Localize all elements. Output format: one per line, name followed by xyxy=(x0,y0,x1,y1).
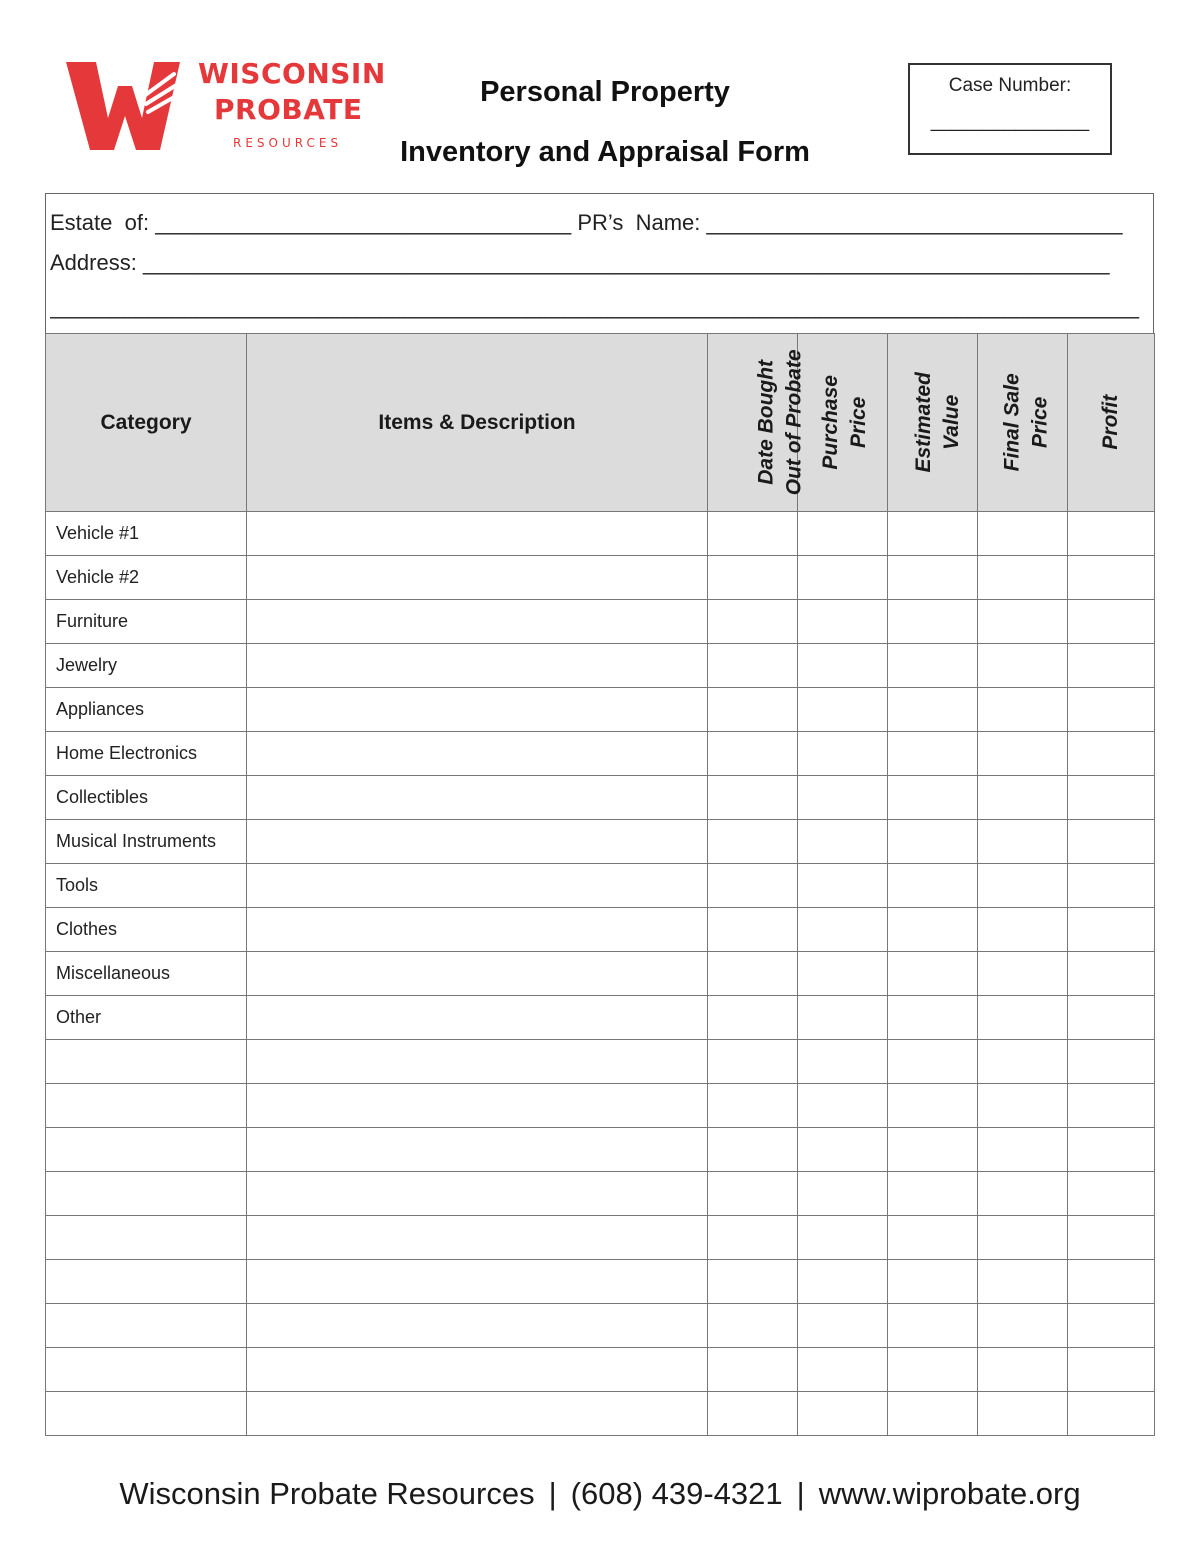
date-cell[interactable] xyxy=(708,512,798,556)
final-cell[interactable] xyxy=(978,820,1068,864)
estimated-cell[interactable] xyxy=(888,864,978,908)
table-row xyxy=(46,688,1155,732)
header-date-line2: Out of Probate xyxy=(782,349,806,496)
date-cell[interactable] xyxy=(708,1304,798,1348)
final-cell[interactable] xyxy=(978,1304,1068,1348)
company-logo xyxy=(62,56,392,156)
final-cell[interactable] xyxy=(978,732,1068,776)
date-cell[interactable] xyxy=(708,820,798,864)
items-cell[interactable] xyxy=(247,1392,708,1436)
date-cell[interactable] xyxy=(708,776,798,820)
footer-contact xyxy=(0,1476,1200,1512)
final-cell[interactable] xyxy=(978,556,1068,600)
profit-cell[interactable] xyxy=(1068,952,1155,996)
logo-text-wisconsin: WISCONSIN xyxy=(198,57,386,90)
final-cell[interactable] xyxy=(978,1260,1068,1304)
estimated-cell[interactable] xyxy=(888,1128,978,1172)
final-cell[interactable] xyxy=(978,864,1068,908)
date-cell[interactable] xyxy=(708,1348,798,1392)
profit-cell[interactable] xyxy=(1068,1128,1155,1172)
purchase-cell[interactable] xyxy=(798,1348,888,1392)
category-cell: Vehicle #2 xyxy=(46,556,247,600)
table-row xyxy=(46,996,1155,1040)
purchase-cell[interactable] xyxy=(798,908,888,952)
date-cell[interactable] xyxy=(708,1216,798,1260)
final-cell[interactable] xyxy=(978,512,1068,556)
estimated-cell[interactable] xyxy=(888,600,978,644)
purchase-cell[interactable] xyxy=(798,820,888,864)
profit-cell[interactable] xyxy=(1068,512,1155,556)
items-cell[interactable] xyxy=(247,996,708,1040)
logo-text-resources: RESOURCES xyxy=(233,136,343,150)
purchase-cell[interactable] xyxy=(798,688,888,732)
estimated-cell[interactable] xyxy=(888,820,978,864)
header-purchase-line2: Price xyxy=(847,396,871,449)
profit-cell[interactable] xyxy=(1068,1216,1155,1260)
table-row xyxy=(46,1040,1155,1084)
estate-info-section xyxy=(45,193,1154,334)
final-cell[interactable] xyxy=(978,688,1068,732)
table-row xyxy=(46,1260,1155,1304)
final-cell[interactable] xyxy=(978,908,1068,952)
header-category: Category xyxy=(46,334,247,512)
table-row xyxy=(46,776,1155,820)
profit-cell[interactable] xyxy=(1068,732,1155,776)
category-cell xyxy=(46,1260,247,1304)
header-date-bought xyxy=(708,334,806,512)
category-cell: Miscellaneous xyxy=(46,952,247,996)
profit-cell[interactable] xyxy=(1068,1348,1155,1392)
header-final-line2: Price xyxy=(1029,396,1053,449)
form-title-line1: Personal Property xyxy=(480,76,730,108)
items-cell[interactable] xyxy=(247,688,708,732)
category-cell xyxy=(46,1040,247,1084)
profit-cell[interactable] xyxy=(1068,820,1155,864)
date-cell[interactable] xyxy=(708,1128,798,1172)
purchase-cell[interactable] xyxy=(798,556,888,600)
estimated-cell[interactable] xyxy=(888,644,978,688)
date-cell[interactable] xyxy=(708,1260,798,1304)
items-cell[interactable] xyxy=(247,600,708,644)
category-cell: Musical Instruments xyxy=(46,820,247,864)
case-number-box[interactable] xyxy=(908,63,1112,155)
final-cell[interactable] xyxy=(978,1392,1068,1436)
address-line xyxy=(50,250,1148,276)
purchase-cell[interactable] xyxy=(798,1084,888,1128)
estimated-cell[interactable] xyxy=(888,1304,978,1348)
category-cell xyxy=(46,1304,247,1348)
category-cell: Appliances xyxy=(46,688,247,732)
pr-name-field[interactable]: __________________________________ xyxy=(706,210,1123,235)
header-items-description: Items & Description xyxy=(247,334,708,512)
table-row xyxy=(46,952,1155,996)
profit-cell[interactable] xyxy=(1068,688,1155,732)
estate-field[interactable]: __________________________________ xyxy=(155,210,572,235)
final-cell[interactable] xyxy=(978,952,1068,996)
profit-cell[interactable] xyxy=(1068,600,1155,644)
estimated-cell[interactable] xyxy=(888,1084,978,1128)
table-row xyxy=(46,908,1155,952)
logo-text-probate: PROBATE xyxy=(214,93,363,126)
footer-separator-2: | xyxy=(796,1476,805,1511)
table-row xyxy=(46,556,1155,600)
estimated-cell[interactable] xyxy=(888,952,978,996)
category-cell xyxy=(46,1084,247,1128)
address-field[interactable]: _______________________________________________________________________________ xyxy=(142,250,1110,275)
final-cell[interactable] xyxy=(978,600,1068,644)
category-cell xyxy=(46,1128,247,1172)
profit-cell[interactable] xyxy=(1068,908,1155,952)
items-cell[interactable] xyxy=(247,732,708,776)
table-row xyxy=(46,864,1155,908)
table-row xyxy=(46,600,1155,644)
category-cell xyxy=(46,1172,247,1216)
final-cell[interactable] xyxy=(978,996,1068,1040)
date-cell[interactable] xyxy=(708,864,798,908)
estimated-cell[interactable] xyxy=(888,1040,978,1084)
category-cell: Other xyxy=(46,996,247,1040)
purchase-cell[interactable] xyxy=(798,644,888,688)
final-cell[interactable] xyxy=(978,1172,1068,1216)
purchase-cell[interactable] xyxy=(798,600,888,644)
profit-cell[interactable] xyxy=(1068,644,1155,688)
header-purchase-price xyxy=(798,334,888,512)
items-cell[interactable] xyxy=(247,820,708,864)
footer-phone: (608) 439-4321 xyxy=(570,1476,783,1511)
footer-separator-1: | xyxy=(548,1476,557,1511)
purchase-cell[interactable] xyxy=(798,1040,888,1084)
estimated-cell[interactable] xyxy=(888,512,978,556)
category-cell xyxy=(46,1392,247,1436)
estimated-cell[interactable] xyxy=(888,1172,978,1216)
estimated-cell[interactable] xyxy=(888,1348,978,1392)
category-cell xyxy=(46,1348,247,1392)
table-row xyxy=(46,1172,1155,1216)
estimated-cell[interactable] xyxy=(888,996,978,1040)
items-cell[interactable] xyxy=(247,1348,708,1392)
category-cell: Vehicle #1 xyxy=(46,512,247,556)
items-cell[interactable] xyxy=(247,1172,708,1216)
purchase-cell[interactable] xyxy=(798,952,888,996)
items-cell[interactable] xyxy=(247,776,708,820)
final-cell[interactable] xyxy=(978,1040,1068,1084)
table-row xyxy=(46,1392,1155,1436)
table-row xyxy=(46,820,1155,864)
purchase-cell[interactable] xyxy=(798,732,888,776)
category-cell: Jewelry xyxy=(46,644,247,688)
date-cell[interactable] xyxy=(708,908,798,952)
table-row xyxy=(46,644,1155,688)
profit-cell[interactable] xyxy=(1068,776,1155,820)
profit-cell[interactable] xyxy=(1068,1040,1155,1084)
form-title-line2: Inventory and Appraisal Form xyxy=(400,136,810,168)
table-row xyxy=(46,732,1155,776)
table-header-row xyxy=(46,334,1155,512)
items-cell[interactable] xyxy=(247,1216,708,1260)
case-number-field[interactable]: _______________ xyxy=(930,111,1090,132)
purchase-cell[interactable] xyxy=(798,776,888,820)
items-cell[interactable] xyxy=(247,1040,708,1084)
profit-cell[interactable] xyxy=(1068,1392,1155,1436)
profit-cell[interactable] xyxy=(1068,864,1155,908)
estate-pr-line xyxy=(50,210,1148,236)
date-cell[interactable] xyxy=(708,644,798,688)
date-cell[interactable] xyxy=(708,688,798,732)
address-line-2 xyxy=(50,294,1148,320)
estimated-cell[interactable] xyxy=(888,1392,978,1436)
items-cell[interactable] xyxy=(247,864,708,908)
header-profit-label: Profit xyxy=(1098,395,1122,450)
estimated-cell[interactable] xyxy=(888,1216,978,1260)
items-cell[interactable] xyxy=(247,952,708,996)
table-row xyxy=(46,1216,1155,1260)
estimated-cell[interactable] xyxy=(888,688,978,732)
date-cell[interactable] xyxy=(708,996,798,1040)
header-estimated-value xyxy=(888,334,978,512)
purchase-cell[interactable] xyxy=(798,864,888,908)
date-cell[interactable] xyxy=(708,600,798,644)
profit-cell[interactable] xyxy=(1068,1304,1155,1348)
table-row xyxy=(46,1084,1155,1128)
items-cell[interactable] xyxy=(247,1084,708,1128)
category-cell: Tools xyxy=(46,864,247,908)
footer-website[interactable]: www.wiprobate.org xyxy=(818,1476,1081,1511)
date-cell[interactable] xyxy=(708,556,798,600)
header-final-sale-price xyxy=(978,334,1068,512)
estimated-cell[interactable] xyxy=(888,1260,978,1304)
address-label: Address: xyxy=(50,250,137,275)
category-cell: Clothes xyxy=(46,908,247,952)
items-cell[interactable] xyxy=(247,908,708,952)
inventory-table xyxy=(45,333,1155,1436)
date-cell[interactable] xyxy=(708,1040,798,1084)
items-cell[interactable] xyxy=(247,1260,708,1304)
header-purchase-line1: Purchase xyxy=(818,375,842,470)
header-estimated-line1: Estimated xyxy=(911,372,935,473)
header-profit xyxy=(1068,334,1155,512)
purchase-cell[interactable] xyxy=(798,1128,888,1172)
items-cell[interactable] xyxy=(247,644,708,688)
final-cell[interactable] xyxy=(978,1128,1068,1172)
estimated-cell[interactable] xyxy=(888,908,978,952)
header-date-line1: Date Bought xyxy=(754,360,778,485)
items-cell[interactable] xyxy=(247,1128,708,1172)
table-row xyxy=(46,1348,1155,1392)
final-cell[interactable] xyxy=(978,776,1068,820)
final-cell[interactable] xyxy=(978,1216,1068,1260)
purchase-cell[interactable] xyxy=(798,1216,888,1260)
case-number-label: Case Number: xyxy=(948,75,1072,96)
category-cell xyxy=(46,1216,247,1260)
purchase-cell[interactable] xyxy=(798,512,888,556)
date-cell[interactable] xyxy=(708,1084,798,1128)
estimated-cell[interactable] xyxy=(888,732,978,776)
table-row xyxy=(46,1128,1155,1172)
estimated-cell[interactable] xyxy=(888,556,978,600)
table-row xyxy=(46,1304,1155,1348)
final-cell[interactable] xyxy=(978,644,1068,688)
items-cell[interactable] xyxy=(247,1304,708,1348)
purchase-cell[interactable] xyxy=(798,1392,888,1436)
profit-cell[interactable] xyxy=(1068,1260,1155,1304)
category-cell: Furniture xyxy=(46,600,247,644)
category-cell: Collectibles xyxy=(46,776,247,820)
items-cell[interactable] xyxy=(247,556,708,600)
pr-name-label: PR’s Name: xyxy=(577,210,701,235)
estimated-cell[interactable] xyxy=(888,776,978,820)
footer-org: Wisconsin Probate Resources xyxy=(119,1476,535,1511)
profit-cell[interactable] xyxy=(1068,1172,1155,1216)
items-cell[interactable] xyxy=(247,512,708,556)
profit-cell[interactable] xyxy=(1068,1084,1155,1128)
estate-label: Estate of: xyxy=(50,210,150,235)
date-cell[interactable] xyxy=(708,732,798,776)
purchase-cell[interactable] xyxy=(798,1260,888,1304)
header-final-line1: Final Sale xyxy=(1000,373,1024,472)
profit-cell[interactable] xyxy=(1068,996,1155,1040)
profit-cell[interactable] xyxy=(1068,556,1155,600)
table-row xyxy=(46,512,1155,556)
address-field-2[interactable]: _________________________________________________________________________________________ xyxy=(50,294,1139,319)
logo-w-icon xyxy=(62,56,184,156)
header-estimated-line2: Value xyxy=(940,394,964,451)
final-cell[interactable] xyxy=(978,1348,1068,1392)
date-cell[interactable] xyxy=(708,952,798,996)
purchase-cell[interactable] xyxy=(798,1172,888,1216)
purchase-cell[interactable] xyxy=(798,996,888,1040)
category-cell: Home Electronics xyxy=(46,732,247,776)
final-cell[interactable] xyxy=(978,1084,1068,1128)
purchase-cell[interactable] xyxy=(798,1304,888,1348)
date-cell[interactable] xyxy=(708,1392,798,1436)
date-cell[interactable] xyxy=(708,1172,798,1216)
